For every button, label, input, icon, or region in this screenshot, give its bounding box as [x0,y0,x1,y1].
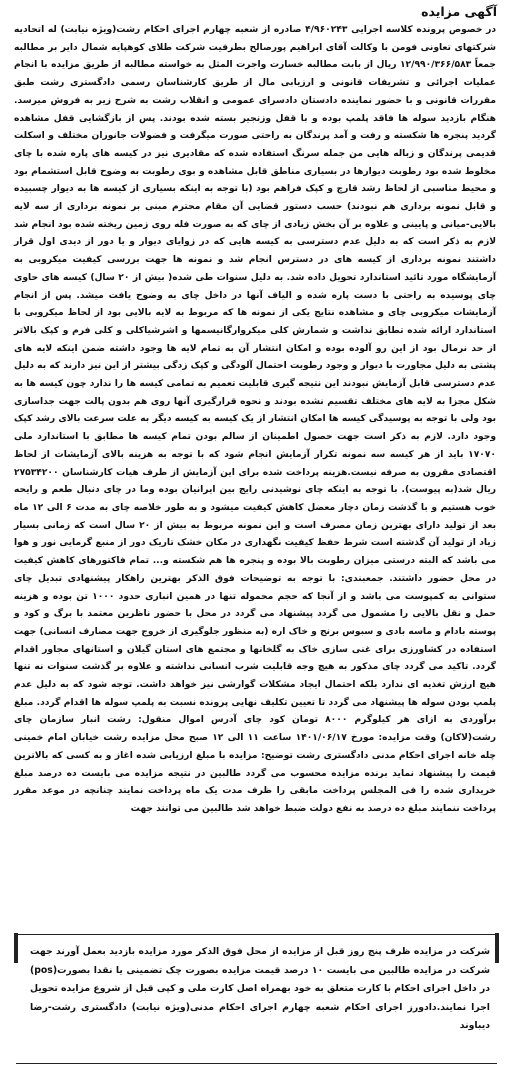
participation-notice-box [16,934,497,1064]
box-right-mark [495,933,499,963]
participation-notice-text: شرکت در مزایده ظرف پنج روز قبل از مزایده از محل فوق الذکر مورد مزایده بازدید بعمل آورند جهت شرکت در مزایده طالبین می بایست ۱۰ درصد قیمت مزایده بصورت چک تضمینی یا نقدا بصورت(pos) در داخل اجرای احکام با کارت متعلق به خود بهمراه اصل کارت ملی و کپی قبل از شروع مزایده تحویل اجرا نمایند.دادورز اجرای احکام شعبه چهارم اجرای احکام مدنی(ویژه نیابت) دادگستری رشت-رضا دیباوند [30,946,490,1031]
auction-notice-body: در خصوص پرونده کلاسه اجرایی ۴/۹۶۰۲۴۳ صادره از شعبه چهارم اجرای احکام رشت(ویژه نیابت) له اتحادیه شرکتهای تعاونی فومن با وکالت آقای ابراهیم پورصالح بطرفیت شرکت طلای کوهپایه شمال دایر بر مطالبه جمعاً ۱۲/۹۹۰/۳۶۶/۵۸۳ ریال از بابت مطالبه خسارت واجرت المثل به خواسته مطالبه از طریق مزایده با انجام عملیات اجرائی و تشریفات قانونی و ارزیابی مال از طریق کارشناسان رسمی دادگستری رشت طبق مقررات قانونی و با حضور نماینده دادستان دادسرای عمومی و انقلاب رشت به شرح زیر به فروش میرسد. هنگام بازدید سوله ها فاقد پلمپ بوده و با قفل وزنجیر بسته شده بودند. پس از بازگشایی قفل مشاهده گردید پنجره ها شکسته و رفت و آمد پرندگان به راحتی صورت میگرفت و فضولات جانوران مختلف و اسکلت قدیمی پرندگان و زباله هایی من جمله سرنگ استفاده شده که مقادیری نیز در کیسه های پاره شده با چای مخلوط شده بود رطوبت دیوارها در بسیاری مناطق قابل مشاهده و بوی رطوبت به وضوح قابل استشمام بود و محیط مناسبی از لحاظ رشد قارچ و کپک فراهم بود (با توجه به اینکه بسیاری از کیسه ها به دیوار چسبیده و قابل نمونه برداری هم نبودند) حسب دستور قضایی آن مقام محترم مبنی بر نمونه برداری از سه لایه بالایی-میانی و پایینی و علاوه بر آن بخش زیادی از چای که به صورت فله روی زمین ریخته شده بود انجام شد لازم به ذکر است که به دلیل عدم دسترسی به کیسه هایی که در زوایای دیوار و یا دور از دیدی اول قرار داشتند نمونه برداری از کیسه های در دسترس انجام شد و نمونه ها جهت بررسی کیفیت میکروبی به آزمایشگاه مورد تائید استاندارد تحویل داده شد. به دلیل سنوات طی شده( بیش از ۲۰ سال) کیسه های حاوی چای پوسیده به راحتی با دست پاره شده و الیاف آنها در داخل چای به وضوح یافت میشد. پس از انجام آزمایشات میکروبی چای و مشاهده نتایج یکی از نمونه ها که مربوط به لایه بالایی بود از لحاظ میکروبی با استاندارد ارائه شده تطابق نداشت و شمارش کلی میکروارگانیسمها و اشرشیاکلی و کلی فرم و کپک بالاتر از حد نرمال بود از این رو آلوده بوده و امکان انتشار آن به تمام لایه ها وجود داشته ضمن اینکه لایه های پشتی به دلیل مجاورت با دیوار و وجود رطوبت احتمال آلودگی و کپک زدگی بیشتر از این نیز دارند که به دلیل عدم دسترسی قابل آزمایش نبودند این نتیجه گیری قابلیت تعمیم به تمامی کیسه ها را ندارد چون کیسه ها به شکل مجزا به لایه های مختلف تقسیم نشده بودند و نحوه قرارگیری آنها روی هم بدون پالت جهت جداسازی بود ولی با توجه به پوسیدگی کیسه ها امکان انتشار از یک کیسه به کیسه دیگر به علت سرعت بالای رشد کپک وجود دارد. لازم به ذکر است جهت حصول اطمینان از سالم بودن تمام کیسه ها مطابق با استاندارد ملی ۱۷۰۷۰ باید از هر کیسه سه نمونه تکرار آزمایش انجام شود که با توجه به هزینه بالای آزمایشات از لحاظ اقتصادی مقرون به صرفه نیست.هزینه پرداخت شده برای این آزمایش از طرف هیات کارشناسان ۲۷۵۳۴۲۰۰ ریال شد(به پیوست). با توجه به اینکه چای نوشیدنی رایج بین ایرانیان بوده وما در چای دنبال طعم و رایحه خوب هستیم و با گذشت زمان دچار معضل کاهش کیفیت میشود و به طور خلاصه چای به مدت ۶ الی ۱۲ ماه بعد از تولید دارای بهترین زمان مصرف است و این نمونه مربوط به بیش از ۲۰ سال است که زمانی بسیار زیاد از تولید آن گذشته است شرط حفظ کیفیت نگهداری در مکان خشک تاریک دور از منبع گرمایی نور و هوا می باشد که البته درستی میزان رطوبت بالا بوده و پنجره ها هم شکسته و... تمام فاکتورهای کاهش کیفیت در محل حضور داشتند. جمعبندی: با توجه به توضیحات فوق الذکر بهترین راهکار پیشنهادی تبدیل چای ستوانی به کمپوست می باشد و از آنجا که حجم محموله تنها در همین انباری حدود ۱۰۰۰ تن بوده و هزینه حمل و نقل بالایی را مشمول می گردد پیشنهاد می گردد در محل با حضور ناظرین معتمد با برگ و کود و پوسته بادام و ماسه بادی و سبوس برنج و خاک اره (به منظور جلوگیری از خروج جهت مصارف انسانی) جهت استفاده در کشاورزی برای غنی سازی خاک به گلخانها و مجتمع های استان گیلان و استانهای مجاور اقدام گردد. تاکید می گردد چای مذکور به هیچ وجه قابلیت شرب انسانی نداشته و علاوه بر گذشت سنوات نه تنها هیچ ارزش تغذیه ای ندارد بلکه احتمال ایجاد مشکلات گوارشی نیز خواهد داشت. توجه شود که به دلیل عدم پلمپ بودن سوله ها پیشنهاد می گردد تا تعیین تکلیف نهایی پرونده نسبت به پلمپ سوله ها اقدام گردد. مبلغ برآوردی به ازای هر کیلوگرم ۸۰۰۰ تومان کود چای آدرس اموال منقول: رشت انبار سازمان چای رشت(لاکان) وقت مزایده: مورخ ۱۴۰۱/۰۶/۱۷ ساعت ۱۱ الی ۱۲ صبح محل مزایده رشت خیابان امام خمینی چله خانه اجرای احکام مدنی دادگستری رشت توضیح: مزایده با مبلغ ارزیابی شده اغاز و به کسی که بالاترین قیمت را پیشنهاد نماید برنده مزایده محسوب می گردد طالبین در نتیجه مزایده می بایست ده درصد مبلغ خریداری شده را فی المجلس پرداخت مابقی را ظرف مدت یک ماه پرداخت نمایند چنانچه در موعد مقرر پرداخت ننمایند مبلغ ده درصد به نفع دولت ضبط خواهد شد طالبین می توانند جهت [14,25,497,814]
notice-title: آگهی مزایده [421,4,497,19]
box-left-mark [14,933,18,963]
